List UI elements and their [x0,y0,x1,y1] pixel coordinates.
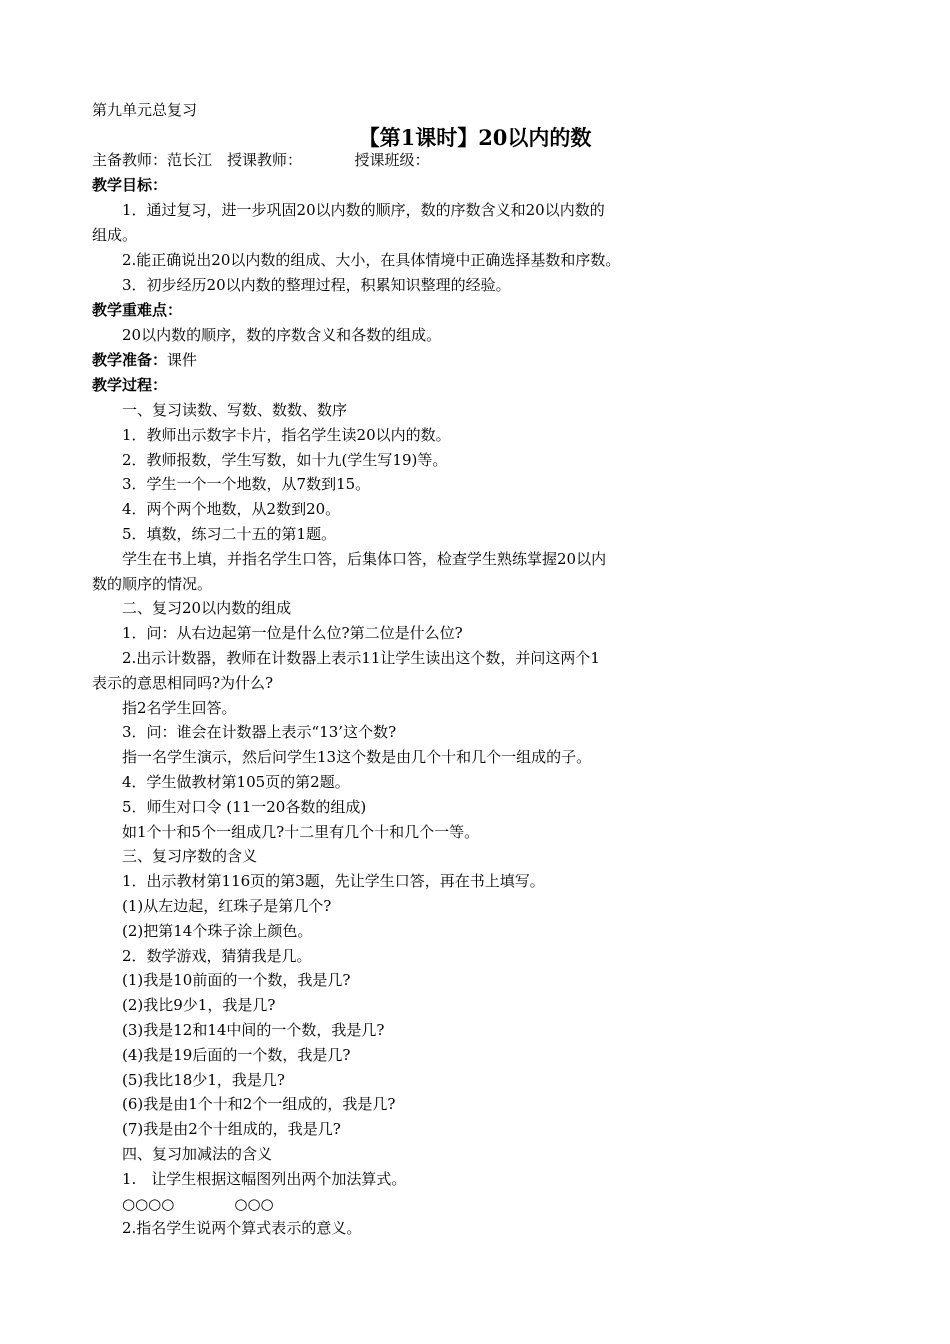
process-label: 教学过程： [92,376,168,394]
process-line: (4)我是19后面的一个数，我是几? [122,1046,351,1064]
process-line: (7)我是由2个十组成的，我是几? [122,1120,341,1138]
goal-1b: 组成。 [92,226,138,244]
prep-text: 课件 [167,351,198,369]
process-line: 表示的意思相同吗?为什么? [92,674,274,692]
process-line: 5．师生对口令 (11一20各数的组成) [122,798,367,816]
process-line: 1．出示教材第116页的第3题，先让学生口答，再在书上填写。 [122,872,545,890]
process-line: (5)我比18少1，我是几? [122,1071,285,1089]
process-line: 2．数学游戏，猜猜我是几。 [122,947,312,965]
process-line: 5．填数，练习二十五的第1题。 [122,525,337,543]
goals-label: 教学目标： [92,176,168,194]
goal-2: 2.能正确说出20以内数的组成、大小，在具体情境中正确选择基数和序数。 [122,251,621,269]
key-text: 20以内数的顺序，数的序数含义和各数的组成。 [122,326,442,344]
prep-line [92,350,197,370]
process-line: 一、复习读数、写数、数数、数序 [122,401,348,419]
process-line: (1)从左边起，红珠子是第几个? [122,897,332,915]
process-line: 如1个十和5个一组成几?十二里有几个十和几个一等。 [122,823,480,841]
goal-3: 3．初步经历20以内数的整理过程，积累知识整理的经验。 [122,276,511,294]
process-line: 三、复习序数的含义 [122,847,258,865]
unit-header: 第九单元总复习 [92,101,198,119]
process-line: 2.出示计数器，教师在计数器上表示11让学生读出这个数，并问这两个1 [122,649,600,667]
prep-label: 教学准备： [92,351,168,369]
process-line: 学生在书上填，并指名学生口答，后集体口答，检查学生熟练掌握20以内 [122,550,607,568]
process-line: 指2名学生回答。 [122,699,237,717]
process-line: 3．问：谁会在计数器上表示“13’这个数? [122,723,397,741]
process-line: ○○○○ ○○○ [122,1195,274,1213]
key-label: 教学重难点： [92,301,183,319]
process-line: 指一名学生演示，然后问学生13这个数是由几个十和几个一组成的子。 [122,748,592,766]
process-line: 1．教师出示数字卡片，指名学生读20以内的数。 [122,426,451,444]
process-line: 4．两个两个地数，从2数到20。 [122,500,341,518]
process-line: 数的顺序的情况。 [92,575,213,593]
process-line: 3．学生一个一个地数，从7数到15。 [122,475,371,493]
lesson-title: 【第1课时】20以内的数 [358,125,592,150]
process-line: 2．教师报数，学生写数，如十九(学生写19)等。 [122,451,448,469]
process-line: 2.指名学生说两个算式表示的意义。 [122,1219,362,1237]
process-line: (1)我是10前面的一个数，我是几? [122,971,351,989]
process-line: (2)把第14个珠子涂上颜色。 [122,922,313,940]
process-line: 1. 让学生根据这幅图列出两个加法算式。 [122,1170,407,1188]
process-line: (3)我是12和14中间的一个数，我是几? [122,1021,385,1039]
process-line: 4．学生做教材第105页的第2题。 [122,773,350,791]
process-line: 四、复习加减法的含义 [122,1145,273,1163]
teacher-meta: 主备教师：范长江 授课教师： 授课班级： [92,151,430,169]
process-line: (6)我是由1个十和2个一组成的，我是几? [122,1095,396,1113]
process-line: (2)我比9少1，我是几? [122,996,276,1014]
process-line: 二、复习20以内数的组成 [122,599,292,617]
process-line: 1．问：从右边起第一位是什么位?第二位是什么位? [122,624,463,642]
goal-1a: 1．通过复习，进一步巩固20以内数的顺序，数的序数含义和20以内数的 [122,201,605,219]
